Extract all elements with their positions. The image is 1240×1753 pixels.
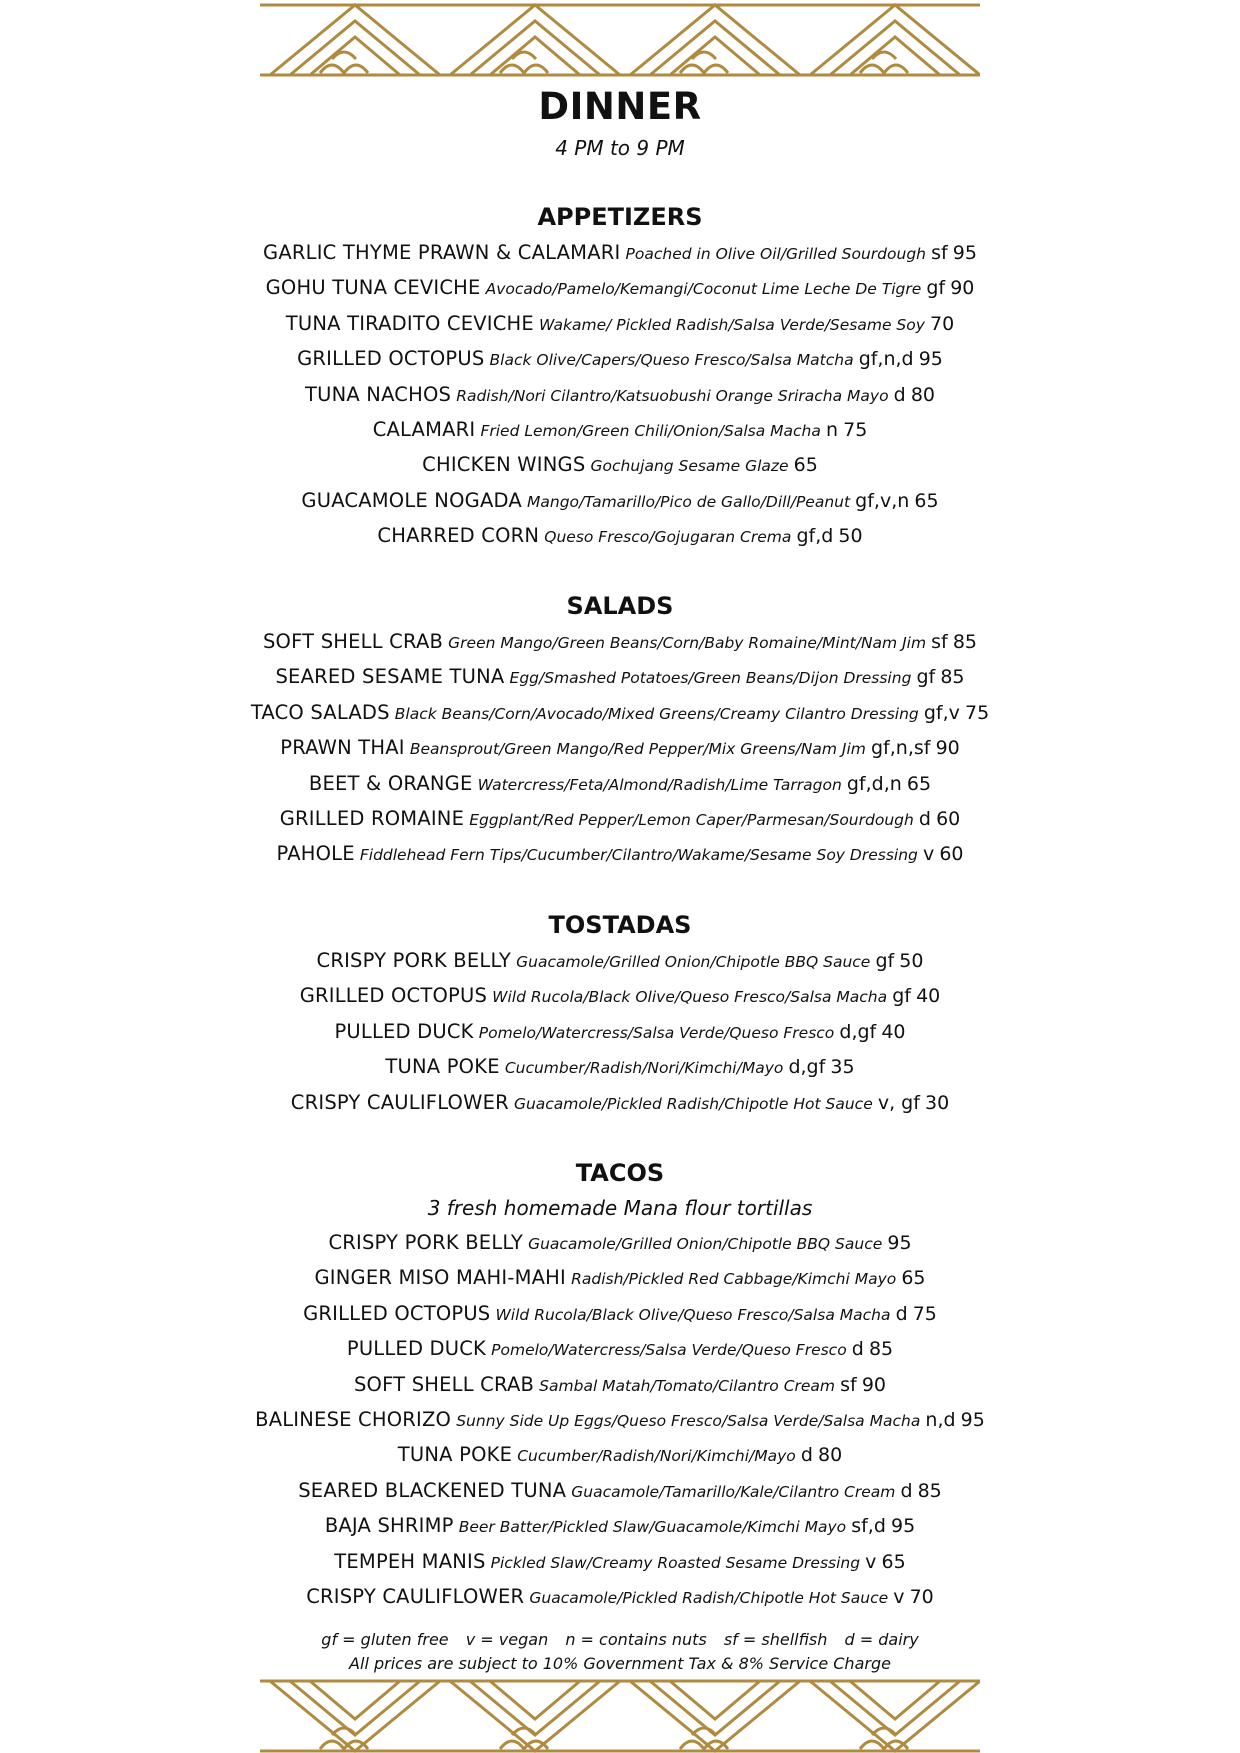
item-dietary-tags: gf: [926, 277, 946, 300]
menu-item: [0, 377, 1240, 412]
item-dietary-tags: sf: [840, 1373, 857, 1396]
item-name: GARLIC THYME PRAWN & CALAMARI: [263, 241, 621, 264]
section-appetizers: [0, 199, 1240, 554]
item-description: Wild Rucola/Black Olive/Queso Fresco/Salsa Macha: [495, 1305, 891, 1324]
item-price: 35: [830, 1056, 855, 1079]
item-name: CRISPY PORK BELLY: [328, 1231, 523, 1254]
menu-item: [0, 659, 1240, 694]
item-dietary-tags: gf,v: [923, 701, 960, 724]
legend-v: v = vegan: [465, 1630, 549, 1649]
menu-item: [0, 1437, 1240, 1472]
item-dietary-tags: d,gf: [788, 1056, 826, 1079]
menu-item: [0, 695, 1240, 730]
menu-item: [0, 235, 1240, 270]
item-description: Fiddlehead Fern Tips/Cucumber/Cilantro/Wakame/Sesame Soy Dressing: [359, 846, 918, 865]
item-description: Egg/Smashed Potatoes/Green Beans/Dijon Dressing: [509, 669, 912, 688]
item-name: PAHOLE: [276, 842, 355, 866]
item-name: PULLED DUCK: [346, 1337, 487, 1361]
item-price: 90: [950, 277, 975, 300]
item-dietary-tags: d: [900, 1479, 913, 1502]
legend-gf: gf = gluten free: [321, 1630, 449, 1649]
item-dietary-tags: d: [895, 1302, 908, 1325]
item-name: PULLED DUCK: [334, 1019, 474, 1043]
item-description: Guacamole/Pickled Radish/Chipotle Hot Sauce: [529, 1588, 889, 1607]
section-note: 3 fresh homemade Mana flour tortillas: [427, 1196, 813, 1220]
menu-item: [0, 518, 1240, 553]
item-dietary-tags: sf: [931, 631, 948, 653]
item-description: Pomelo/Watercress/Salsa Verde/Queso Fresco: [491, 1341, 847, 1360]
section-salads: [0, 588, 1240, 872]
item-name: TUNA TIRADITO CEVICHE: [285, 311, 534, 335]
item-price: 65: [793, 454, 818, 477]
item-description: Wakame/ Pickled Radish/Salsa Verde/Sesame Soy: [539, 315, 925, 334]
service-hours: 4 PM to 9 PM: [555, 136, 685, 160]
menu-item: [0, 306, 1240, 341]
item-name: GINGER MISO MAHI-MAHI: [314, 1266, 566, 1290]
item-description: Sambal Matah/Tomato/Cilantro Cream: [539, 1376, 836, 1395]
item-description: Wild Rucola/Black Olive/Queso Fresco/Salsa Macha: [492, 988, 888, 1007]
item-dietary-tags: d,gf: [839, 1020, 877, 1043]
item-name: BAJA SHRIMP: [324, 1514, 454, 1538]
section-tacos: [0, 1155, 1240, 1614]
item-dietary-tags: n: [825, 418, 839, 441]
item-name: CALAMARI: [372, 417, 476, 441]
item-price: 85: [868, 1338, 894, 1361]
item-price: 50: [838, 525, 863, 548]
item-price: 75: [912, 1302, 937, 1325]
item-price: 80: [910, 383, 936, 406]
section-title: TOSTADAS: [548, 911, 692, 939]
item-description: Eggplant/Red Pepper/Lemon Caper/Parmesan/Sourdough: [469, 810, 914, 829]
item-price: 95: [918, 348, 943, 371]
item-description: Guacamole/Grilled Onion/Chipotle BBQ Sauce: [528, 1235, 883, 1253]
item-description: Sunny Side Up Eggs/Queso Fresco/Salsa Verde/Salsa Macha: [456, 1411, 921, 1430]
item-description: Beansprout/Green Mango/Red Pepper/Mix Greens/Nam Jim: [409, 740, 866, 759]
item-price: 70: [909, 1585, 934, 1608]
item-name: CHARRED CORN: [377, 524, 540, 548]
item-dietary-tags: v, gf: [877, 1091, 920, 1114]
menu-item: [0, 1579, 1240, 1614]
item-dietary-tags: gf,v,n: [855, 489, 910, 512]
menu-item: [0, 1402, 1240, 1437]
item-description: Watercress/Feta/Almond/Radish/Lime Tarragon: [477, 775, 842, 794]
menu-item: [0, 766, 1240, 801]
item-price: 70: [930, 312, 955, 335]
item-name: GRILLED OCTOPUS: [297, 347, 485, 371]
item-price: 95: [887, 1232, 912, 1254]
menu-item: [0, 447, 1240, 482]
legend-n: n = contains nuts: [565, 1630, 707, 1649]
page-title: DINNER: [538, 85, 702, 128]
item-description: Cucumber/Radish/Nori/Kimchi/Mayo: [517, 1447, 796, 1466]
menu-item: [0, 836, 1240, 871]
section-title: SALADS: [566, 592, 674, 620]
item-dietary-tags: d: [851, 1338, 864, 1361]
item-price: 90: [935, 737, 960, 760]
item-name: TUNA POKE: [397, 1443, 513, 1467]
section-title: TACOS: [575, 1159, 665, 1187]
item-description: Black Beans/Corn/Avocado/Mixed Greens/Creamy Cilantro Dressing: [394, 704, 919, 723]
item-price: 90: [861, 1373, 887, 1396]
item-name: SOFT SHELL CRAB: [353, 1372, 535, 1396]
item-description: Pickled Slaw/Creamy Roasted Sesame Dressing: [490, 1553, 861, 1572]
item-dietary-tags: d: [918, 807, 931, 830]
item-name: GRILLED OCTOPUS: [299, 984, 488, 1008]
item-price: 80: [818, 1444, 843, 1467]
section-title: APPETIZERS: [537, 203, 703, 231]
item-name: GRILLED ROMAINE: [279, 806, 465, 830]
item-description: Beer Batter/Pickled Slaw/Guacamole/Kimchi Mayo: [458, 1518, 847, 1537]
item-description: Pomelo/Watercress/Salsa Verde/Queso Fresco: [478, 1023, 835, 1042]
item-price: 85: [917, 1479, 942, 1502]
tax-note: All prices are subject to 10% Government Tax & 8% Service Charge: [349, 1654, 891, 1673]
item-name: TEMPEH MANIS: [334, 1549, 486, 1573]
item-price: 65: [906, 772, 932, 795]
item-name: SEARED BLACKENED TUNA: [298, 1478, 567, 1502]
menu-item: [0, 1049, 1240, 1084]
item-description: Poached in Olive Oil/Grilled Sourdough: [625, 245, 926, 263]
item-dietary-tags: gf: [916, 666, 936, 689]
item-description: Guacamole/Pickled Radish/Chipotle Hot Sauce: [513, 1094, 873, 1113]
item-description: Radish/Nori Cilantro/Katsuobushi Orange Sriracha Mayo: [456, 386, 889, 405]
item-name: TUNA NACHOS: [304, 382, 452, 406]
menu-item: [0, 270, 1240, 305]
item-name: TUNA POKE: [385, 1055, 500, 1079]
item-description: Cucumber/Radish/Nori/Kimchi/Mayo: [504, 1059, 784, 1078]
item-price: 40: [881, 1020, 906, 1043]
menu-item: [0, 1367, 1240, 1402]
menu-item: [0, 624, 1240, 659]
item-price: 95: [960, 1408, 985, 1431]
menu-item: [0, 1544, 1240, 1579]
menu-item: [0, 1331, 1240, 1366]
item-description: Guacamole/Tamarillo/Kale/Cilantro Cream: [571, 1482, 896, 1501]
menu-header: [0, 82, 1240, 162]
item-name: SEARED SESAME TUNA: [275, 665, 505, 689]
item-dietary-tags: gf,d,n: [846, 772, 902, 795]
menu-item: [0, 412, 1240, 447]
legend-d: d = dairy: [844, 1630, 919, 1649]
item-dietary-tags: v: [865, 1550, 877, 1573]
item-dietary-tags: gf,d: [796, 525, 834, 548]
item-name: SOFT SHELL CRAB: [262, 630, 444, 653]
item-name: TACO SALADS: [250, 700, 390, 724]
menu-item: [0, 801, 1240, 836]
item-description: Guacamole/Grilled Onion/Chipotle BBQ Sauce: [516, 953, 871, 971]
menu-item: [0, 1296, 1240, 1331]
item-dietary-tags: gf,n,d: [858, 348, 914, 371]
item-name: CRISPY CAULIFLOWER: [290, 1090, 509, 1114]
item-name: GOHU TUNA CEVICHE: [265, 276, 481, 300]
item-dietary-tags: v: [922, 843, 935, 866]
menu-item: [0, 730, 1240, 765]
menu-item: [0, 1014, 1240, 1049]
item-price: 65: [914, 489, 939, 512]
item-dietary-tags: gf: [875, 950, 895, 972]
item-price: 95: [891, 1515, 916, 1538]
legend-sf: sf = shellfish: [723, 1630, 828, 1649]
item-price: 65: [881, 1550, 906, 1573]
item-price: 75: [843, 418, 868, 441]
item-name: CRISPY PORK BELLY: [316, 949, 512, 972]
section-tostadas: [0, 907, 1240, 1120]
item-price: 75: [964, 701, 990, 724]
item-name: CHICKEN WINGS: [422, 453, 586, 477]
item-description: Avocado/Pamelo/Kemangi/Coconut Lime Leche De Tigre: [485, 280, 922, 299]
item-dietary-tags: sf,d: [851, 1515, 886, 1538]
item-description: Queso Fresco/Gojugaran Crema: [544, 528, 792, 547]
item-dietary-tags: d: [800, 1444, 813, 1467]
item-description: Mango/Tamarillo/Pico de Gallo/Dill/Peanut: [527, 492, 851, 511]
menu-item: [0, 1508, 1240, 1543]
item-name: BEET & ORANGE: [308, 771, 473, 795]
item-name: GUACAMOLE NOGADA: [301, 488, 522, 512]
menu-item: [0, 1260, 1240, 1295]
item-price: 85: [940, 666, 965, 689]
item-price: 60: [939, 843, 964, 866]
menu-item: [0, 1225, 1240, 1260]
item-price: 95: [952, 242, 977, 264]
item-dietary-tags: gf: [892, 985, 911, 1008]
dietary-legend: [0, 1628, 1240, 1676]
item-description: Radish/Pickled Red Cabbage/Kimchi Mayo: [571, 1270, 897, 1289]
item-dietary-tags: sf: [931, 242, 948, 264]
menu-item: [0, 341, 1240, 376]
item-description: Green Mango/Green Beans/Corn/Baby Romaine/Mint/Nam Jim: [448, 634, 927, 652]
item-description: Black Olive/Capers/Queso Fresco/Salsa Matcha: [489, 351, 854, 370]
item-price: 50: [899, 950, 924, 972]
item-dietary-tags: n,d: [925, 1408, 956, 1431]
legend-keys: [0, 1628, 1240, 1652]
menu-item: [0, 978, 1240, 1013]
menu-item: [0, 1085, 1240, 1120]
menu-item: [0, 943, 1240, 978]
item-price: 40: [916, 985, 941, 1008]
menu-item: [0, 1473, 1240, 1508]
item-name: PRAWN THAI: [280, 736, 405, 760]
item-name: BALINESE CHORIZO: [255, 1407, 452, 1431]
item-dietary-tags: v: [893, 1585, 905, 1608]
menu-item: [0, 483, 1240, 518]
item-price: 30: [925, 1091, 950, 1114]
item-dietary-tags: gf,n,sf: [871, 737, 931, 760]
item-dietary-tags: d: [893, 383, 906, 406]
item-description: Gochujang Sesame Glaze: [590, 457, 789, 476]
item-description: Fried Lemon/Green Chili/Onion/Salsa Macha: [480, 421, 821, 440]
top-ornament-banner: [260, 3, 980, 77]
item-price: 60: [936, 807, 961, 830]
item-price: 85: [952, 631, 978, 653]
item-name: CRISPY CAULIFLOWER: [306, 1584, 525, 1608]
bottom-ornament-banner: [260, 1679, 980, 1753]
item-price: 65: [901, 1267, 926, 1290]
item-name: GRILLED OCTOPUS: [303, 1301, 491, 1325]
